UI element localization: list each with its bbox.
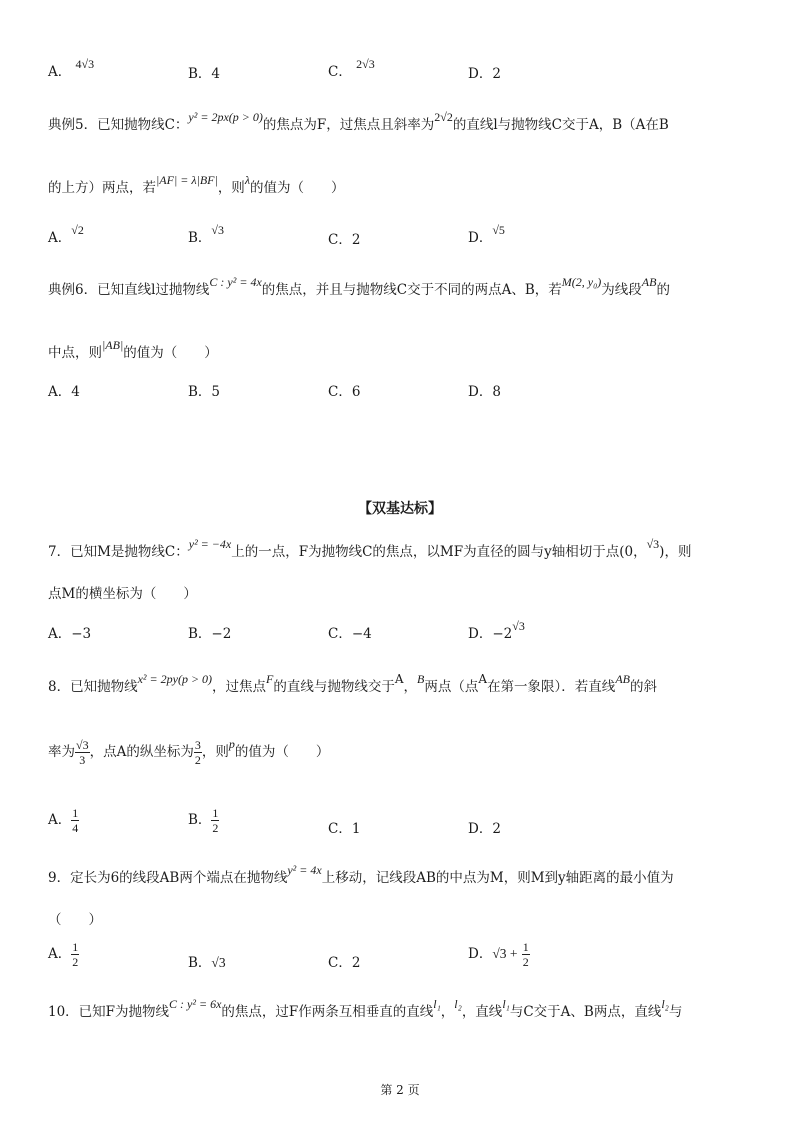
q5-lambda: λ [244,173,251,187]
q8-ordinate-fraction: $\frac{3}{2}$ [194,738,201,767]
option-a-q8: A． $\frac{1}{4}$ [48,806,79,835]
q6-line1: 典例6．已知直线l过抛物线C : y² = 4x的焦点，并且与抛物线C交于不同的两点A、B，若M(2, y₀)为线段AB的 [48,275,670,298]
option-b-q4: B．4 [188,66,221,82]
option-d-q5: D．√5 [468,223,505,246]
q9-line2: （ ） [48,912,102,928]
q5-line2: 的上方）两点，若|AF| = λ|BF|，则λ的值为（ ） [48,173,345,196]
q5-line1: 典例5．已知抛物线C：y² = 2px(p > 0)的焦点为F，过焦点且斜率为2√2的直线l与抛物线C交于A，B（A在B [48,110,669,133]
q6-equation: C : y² = 4x [209,275,262,289]
option-c-q4: C． 2√3 [328,57,375,80]
q6-line2: 中点，则|AB|的值为（ ） [48,338,218,361]
page-number: 第 2 页 [380,1083,420,1097]
q5-condition: |AF| = λ|BF| [156,173,218,187]
q6-ab-length: |AB| [102,338,124,352]
q7-line2: 点M的横坐标为（ ） [48,586,197,602]
option-d-q7: D．−2√3 [468,619,525,642]
q5-equation: y² = 2px(p > 0) [188,110,263,124]
q9-equation: y² = 4x [287,863,322,877]
q5-slope: 2√2 [434,110,453,124]
option-b-q6: B．5 [188,384,221,400]
section-title: 【双基达标】 [358,501,442,517]
q8-equation: x² = 2py(p > 0) [137,672,213,686]
option-a-q7: A．−3 [48,626,92,642]
option-c-q6: C．6 [328,384,361,400]
option-c-q8: C．1 [328,821,361,837]
q9-line1: 9．定长为6的线段AB两个端点在抛物线y² = 4x上移动，记线段AB的中点为M，则M到y轴距离的最小值为 [48,863,674,886]
q7-line1: 7．已知M是抛物线C：y² = −4x上的一点，F为抛物线C的焦点，以MF为直径的圆与y轴相切于点(0，√3)，则 [48,537,692,560]
option-b-q9: B．√3 [188,955,226,971]
q6-midpoint: M(2, y₀) [561,275,602,289]
q8-line2: 率为 $\frac{√3}{3}$ ，点A的纵坐标为 $\frac{3}{2}$ ，则p的值为（ ） [48,737,330,767]
q10-line1: 10．已知F为抛物线C : y² = 6x的焦点，过F作两条互相垂直的直线l₁，l₂，直线l₁与C交于A、B两点，直线l₂与 [48,997,683,1020]
option-c-q4-value: 2√3 [356,57,375,71]
option-c-q7: C．−4 [328,626,372,642]
q8-slope-fraction: $\frac{√3}{3}$ [76,738,89,767]
option-a-q4: A． 4√3 [48,57,95,80]
option-c-q5: C．2 [328,232,361,248]
option-d-q8: D．2 [468,821,501,837]
option-b-q8: B． $\frac{1}{2}$ [188,806,219,835]
option-b-q7: B．−2 [188,626,232,642]
q10-equation: C : y² = 6x [169,997,222,1011]
option-d-q4: D．2 [468,66,501,82]
q8-line1: 8．已知抛物线x² = 2py(p > 0)，过焦点F的直线与抛物线交于A，B两点（点A在第一象限）．若直线AB的斜 [48,672,657,695]
option-a-q4-value: 4√3 [75,57,95,71]
option-d-q6: D．8 [468,384,501,400]
q7-equation: y² = −4x [188,537,232,551]
option-a-q9: A． $\frac{1}{2}$ [48,940,79,969]
option-a-q6: A．4 [48,384,80,400]
option-d-q9: D．√3 + $\frac{1}{2}$ [468,940,529,969]
option-c-q9: C．2 [328,955,361,971]
option-a-q5: A．√2 [48,223,84,246]
option-b-q5: B．√3 [188,223,225,246]
